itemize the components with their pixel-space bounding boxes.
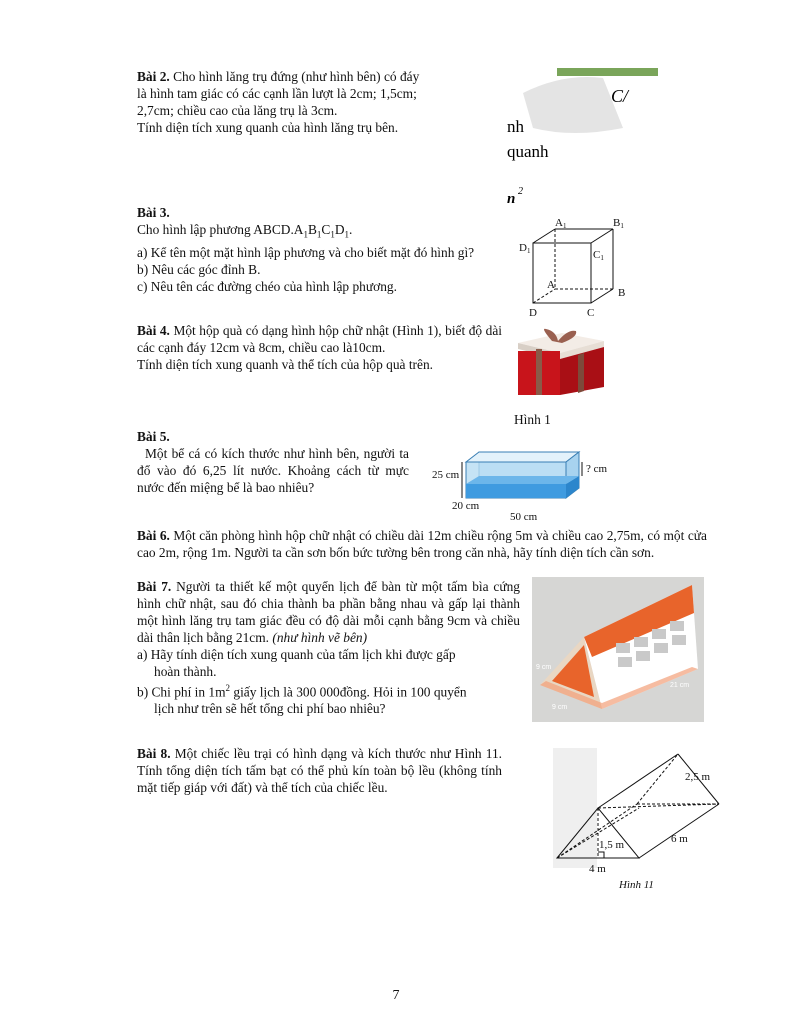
bai4-text: Bài 4. Một hộp quà có dạng hình hộp chữ nhật (Hình 1), biết độ dài các cạnh đáy 12cm và 8cm, chiều cao là10cm. Tính diện tích xung quanh và thể tích của hộp quà trên. (137, 323, 502, 372)
aquarium-label-height: 25 cm (432, 469, 460, 481)
bai2-fig-label-n: n (507, 191, 516, 207)
bai7-text: Bài 7. Người ta thiết kế một quyển lịch để bàn từ một tấm bìa cứng hình chữ nhật, sau đó chia thành ba phần bằng nhau và gấp lại thành một hình lăng trụ tam giác đều có độ dài mỗi cạnh bằng 9cm và chiều dài thân lịch bằng 21cm. (như hình vẽ bên) (137, 579, 520, 645)
bai5-title: Bài 5. (137, 429, 170, 444)
bai2-fig-label-sup: 2 (518, 186, 523, 197)
cube-label-a: A (547, 279, 555, 291)
tent-label-length: 6 m (671, 833, 688, 845)
tent-label-height: 1,5 m (599, 839, 625, 851)
calendar-label-edge-2: 9 cm (536, 664, 552, 671)
bai6-text: Bài 6. Một căn phòng hình hộp chữ nhật có chiều dài 12m chiều rộng 5m và chiều cao 2,75m, có một cửa cao 2m, rộng 1m. Người ta cần sơn bốn bức tường bên trong căn nhà, hãy tính diện tích cần sơn. (137, 528, 707, 560)
tent-label-side: 2,5 m (685, 771, 711, 783)
cube-label-c: C (587, 307, 595, 319)
bai7-questions: a) Hãy tính diện tích xung quanh của tấm lịch khi được gấp hoàn thành. b) Chi phí in $1m^2$ giấy lịch là 300 000đồng. Hỏi in 100 quyển lịch như trên sẽ hết tổng chi phí bao nhiêu? (137, 647, 467, 717)
page-number: 7 (392, 988, 400, 1003)
bai5-text: Bài 5. Một bể cá có kích thước như hình bên, người ta đổ vào đó 6,25 lít nước. Khoảng cách từ mực nước đến miệng bể là bao nhiêu? (137, 429, 409, 495)
bai6-title: Bài 6. (137, 528, 170, 543)
calendar-label-edge-1: 9 cm (552, 704, 568, 711)
calendar-label-length: 21 cm (670, 682, 690, 689)
bai2-figure-fragment (503, 68, 658, 213)
bai7-title: Bài 7. (137, 579, 172, 594)
cube-figure (515, 218, 633, 322)
bai3-text: Bài 3. Cho hình lập phương $ABCD.A_1B_1C_1D_1$. a) Kể tên một mặt hình lập phương và cho biết mặt đó hình gì? b) Nêu các góc đỉnh B. c) Nêu tên các đường chéo của hình lập phương. (137, 205, 475, 294)
bai2-text: Bài 2. Cho hình lăng trụ đứng (như hình bên) có đáy là hình tam giác có các cạnh lần lượt là 2cm; 1,5cm; 2,7cm; chiều cao của lăng trụ là 3cm. Tính diện tích xung quanh của hình lăng trụ bên. (137, 69, 420, 135)
aquarium-label-width: 20 cm (452, 500, 480, 512)
bai3-title: Bài 3. (137, 205, 170, 220)
cube-label-c1: C1 (593, 249, 604, 262)
gift-box-image (512, 325, 608, 397)
cube-label-d: D (529, 307, 537, 319)
calendar-image (532, 577, 704, 722)
tent-figure (553, 748, 723, 893)
tent-caption: Hình 11 (619, 879, 654, 891)
cube-label-b: B (618, 287, 626, 299)
bai8-title: Bài 8. (137, 746, 171, 761)
bai2-fig-label-quanh: quanh (507, 142, 549, 161)
aquarium-figure (432, 446, 622, 524)
aquarium-label-unknown: ? cm (586, 463, 608, 475)
bai2-fig-label-nh: nh (507, 117, 524, 136)
bai4-title: Bài 4. (137, 323, 170, 338)
bai2-fig-label-c: C/ (611, 86, 629, 106)
figure-1-caption: Hình 1 (514, 412, 551, 427)
aquarium-label-length: 50 cm (510, 511, 538, 523)
cube-label-a1: A1 (555, 218, 567, 230)
tent-label-base: 4 m (589, 863, 606, 875)
bai2-title: Bài 2. (137, 69, 170, 84)
bai8-text: Bài 8. Một chiếc lều trại có hình dạng và kích thước như Hình 11. Tính tổng diện tích tấm bạt có thể phủ kín toàn bộ lều (không tính mặt tiếp giáp với đất) và thể tích của chiếc lều. (137, 746, 502, 795)
cube-label-d1: D1 (519, 242, 531, 255)
cube-label-b1: B1 (613, 218, 624, 230)
